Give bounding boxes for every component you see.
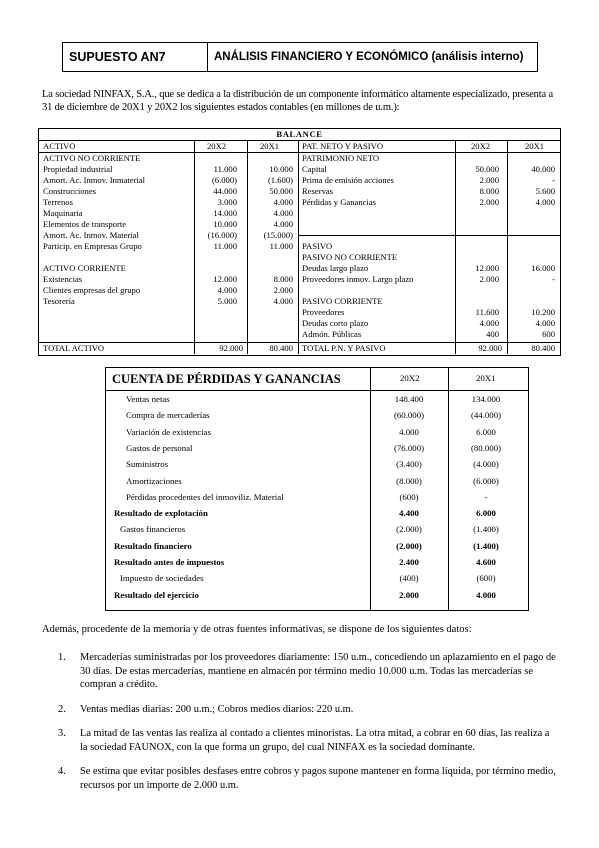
row-label: PATRIMONIO NETO	[302, 153, 380, 163]
row-label: Resultado antes de impuestos	[114, 557, 225, 567]
value-20x2: 148.400	[394, 394, 424, 404]
value-20x2: (60.000)	[393, 410, 425, 421]
value-20x1: 40.000	[531, 164, 555, 174]
value-20x1: 10.200	[531, 307, 555, 317]
pasivo-header: PAT. NETO Y PASIVO	[302, 141, 384, 151]
row-label: Suministros	[126, 459, 169, 470]
value-20x2: 14.000	[213, 208, 237, 218]
list-item: 3. La mitad de las ventas las realiza al contado a clientes minoristas. La otra mitad, a cobrar en 60 días, las realiza a la sociedad FAUNOX, con la que forma un grupo, del cual NINFAX es la sociedad dominante.	[58, 728, 550, 753]
value-20x1: -	[484, 491, 488, 502]
row-label: Deudas corto plazo	[302, 318, 369, 328]
pyg-table	[105, 367, 529, 611]
value-20x2: 2.400	[399, 557, 419, 567]
row-label: PASIVO CORRIENTE	[302, 296, 383, 306]
value-20x2: 12.000	[213, 274, 237, 284]
balance-title: BALANCE	[39, 129, 560, 141]
activo-header: ACTIVO	[43, 141, 76, 151]
pyg-row	[106, 588, 528, 602]
value-20x2: 11.600	[475, 307, 499, 317]
total-pasivo-label: TOTAL P.N. Y PASIVO	[302, 343, 386, 353]
value-20x1: (80.000)	[470, 442, 502, 453]
value-20x2: 5.000	[217, 296, 237, 306]
pyg-row	[106, 490, 528, 504]
value-20x1: 10.000	[269, 164, 293, 174]
row-label: Gastos de personal	[126, 442, 193, 453]
value-20x1: 4.000	[535, 318, 555, 328]
total-activo-b: 80.400	[269, 343, 293, 353]
pyg-row	[106, 522, 528, 536]
exercise-title: ANÁLISIS FINANCIERO Y ECONÓMICO (análisis interno)	[214, 51, 524, 63]
row-label: Compra de mercaderías	[126, 410, 210, 421]
value-20x1: 2.000	[273, 285, 293, 295]
row-label: Resultado del ejercicio	[114, 589, 199, 600]
row-label: Prima de emisión acciones	[302, 175, 394, 185]
row-label: Pérdidas y Ganancias	[302, 197, 376, 207]
value-20x1: 4.000	[273, 219, 293, 229]
value-20x1: 4.000	[273, 208, 293, 218]
value-20x1: 5.600	[535, 186, 555, 196]
value-20x1: (600)	[476, 573, 496, 584]
row-label: Terrenos	[43, 197, 73, 207]
value-20x1: (4.000)	[473, 459, 499, 470]
value-20x1: (44.000)	[470, 410, 502, 421]
total-pasivo-a: 92.000	[478, 343, 502, 353]
value-20x1: 50.000	[269, 186, 293, 196]
pyg-header-row	[106, 368, 528, 391]
row-label: Amort. Ac. Inmov. Material	[43, 230, 139, 240]
pyg-row	[106, 539, 528, 553]
pyg-row	[106, 408, 528, 422]
value-20x2: (76.000)	[393, 442, 425, 453]
row-label: Resultado financiero	[114, 540, 192, 551]
value-20x1: 4.000	[476, 589, 496, 600]
value-20x2: 2.000	[479, 175, 499, 185]
value-20x1: -	[552, 274, 555, 284]
header-box	[62, 42, 538, 72]
pyg-row	[106, 571, 528, 585]
value-20x1: 11.000	[269, 241, 293, 251]
value-20x2: (400)	[399, 573, 419, 584]
list-item: 1. Mercaderías suministradas por los proveedores diariamente: 150 u.m., concediendo un aplazamiento en el pago de 30 días. De estas mercaderías, mantiene en almacén por término medio 10.000 u.m. Todas las mercaderías se compran a crédito.	[58, 652, 556, 690]
row-label: PASIVO NO CORRIENTE	[302, 252, 398, 262]
row-label: Construcciones	[43, 186, 96, 196]
row-label: Maquinaria	[43, 208, 83, 218]
activo-year2: 20X1	[260, 141, 280, 151]
pyg-row	[106, 392, 528, 406]
value-20x2: 11.000	[213, 241, 237, 251]
value-20x1: (15.000)	[263, 230, 293, 240]
value-20x1: (1.600)	[267, 175, 293, 185]
value-20x1: 134.000	[471, 394, 501, 404]
row-label: ACTIVO NO CORRIENTE	[43, 153, 141, 163]
row-label: Existencias	[43, 274, 83, 284]
row-label: Admón. Públicas	[302, 329, 362, 339]
pyg-row	[106, 474, 528, 488]
value-20x2: 8.000	[479, 186, 499, 196]
total-activo-a: 92.000	[219, 343, 243, 353]
value-20x2: 11.000	[213, 164, 237, 174]
pyg-row	[106, 425, 528, 439]
value-20x2: (600)	[399, 491, 419, 502]
row-label: ACTIVO CORRIENTE	[43, 263, 126, 273]
value-20x1: 4.000	[273, 296, 293, 306]
row-label: Reservas	[302, 186, 334, 196]
value-20x1: (6.000)	[473, 475, 499, 486]
activo-year1: 20X2	[207, 141, 227, 151]
list-item: 4. Se estima que evitar posibles desfases entre cobros y pagos supone mantener en forma líquida, por término medio, recursos por un importe de 2.000 u.m.	[58, 766, 556, 791]
value-20x2: 3.000	[217, 197, 237, 207]
row-label: Variación de existencias	[126, 426, 212, 437]
value-20x2: 2.000	[479, 197, 499, 207]
value-20x2: 4.000	[399, 426, 419, 437]
row-label: Clientes empresas del grupo	[43, 285, 141, 295]
value-20x1: 8.000	[273, 274, 293, 284]
value-20x1: 4.000	[535, 197, 555, 207]
value-20x2: (6.000)	[211, 175, 237, 185]
row-label: Resultado de explotación	[114, 508, 208, 519]
value-20x1: 16.000	[531, 263, 555, 273]
total-pasivo-b: 80.400	[531, 343, 555, 353]
value-20x1: 4.000	[273, 197, 293, 207]
value-20x2: 10.000	[213, 219, 237, 229]
row-label: Pérdidas procedentes del inmoviliz. Material	[126, 491, 284, 502]
pyg-year1: 20X2	[400, 373, 420, 383]
value-20x2: 44.000	[213, 186, 237, 196]
value-20x2: 4.000	[479, 318, 499, 328]
row-label: Proveedores	[302, 307, 345, 317]
value-20x2: 50.000	[475, 164, 499, 174]
row-label: Proveedores inmov. Largo plazo	[302, 274, 414, 284]
value-20x1: 6.000	[476, 508, 496, 519]
row-label: Propiedad industrial	[43, 164, 113, 174]
value-20x2: 400	[486, 329, 499, 339]
row-label: Tesorería	[43, 296, 75, 306]
value-20x1: 4.600	[476, 557, 496, 567]
pyg-row	[106, 457, 528, 471]
value-20x1: (1.400)	[473, 524, 499, 535]
value-20x2: (8.000)	[396, 475, 422, 486]
row-label: Gastos financieros	[120, 524, 186, 535]
exercise-code: SUPUESTO AN7	[63, 43, 208, 71]
row-label: Elementos de transporte	[43, 219, 127, 229]
row-label: Particip. en Empresas Grupo	[43, 241, 142, 251]
row-label: Ventas netas	[126, 394, 170, 404]
value-20x2: 12.000	[475, 263, 499, 273]
value-20x1: -	[552, 175, 555, 185]
pyg-row	[106, 555, 528, 569]
row-label: Deudas largo plazo	[302, 263, 369, 273]
value-20x2: (16.000)	[207, 230, 237, 240]
row-label: Capital	[302, 164, 327, 174]
additional-data-intro: Además, procedente de la memoria y de otras fuentes informativas, se dispone de los siguientes datos:	[42, 624, 472, 635]
value-20x2: (2.000)	[396, 524, 422, 535]
row-label: Amortizaciones	[126, 475, 182, 486]
intro-paragraph: La sociedad NINFAX, S.A., que se dedica a la distribución de un componente informático altamente especializado, presenta a 31 de diciembre de 20X1 y 20X2 los siguientes estados contables (en millones de u.m.):	[42, 89, 553, 113]
row-label: Amort. Ac. Inmov. Inmaterial	[43, 175, 146, 185]
pyg-year2: 20X1	[476, 373, 496, 383]
row-label: Impuesto de sociedades	[120, 573, 204, 584]
value-20x2: (3.400)	[396, 459, 422, 470]
value-20x2: 4.400	[399, 508, 419, 519]
balance-table	[38, 128, 561, 356]
data-list	[58, 651, 558, 803]
value-20x1: 600	[542, 329, 555, 339]
total-activo-label: TOTAL ACTIVO	[43, 343, 105, 353]
value-20x2: 2.000	[399, 589, 419, 600]
pyg-row	[106, 441, 528, 455]
value-20x2: (2.000)	[396, 540, 422, 551]
pasivo-year2: 20X1	[525, 141, 545, 151]
value-20x2: 2.000	[479, 274, 499, 284]
pasivo-year1: 20X2	[471, 141, 491, 151]
value-20x1: (1.400)	[473, 540, 499, 551]
row-label: PASIVO	[302, 241, 333, 251]
total-row	[39, 342, 560, 355]
list-item: 2. Ventas medias diarias: 200 u.m.; Cobros medios diarios: 220 u.m.	[58, 703, 354, 715]
pyg-row	[106, 506, 528, 520]
pyg-title: CUENTA DE PÉRDIDAS Y GANANCIAS	[112, 372, 341, 386]
value-20x1: 6.000	[476, 426, 496, 437]
value-20x2: 4.000	[217, 285, 237, 295]
